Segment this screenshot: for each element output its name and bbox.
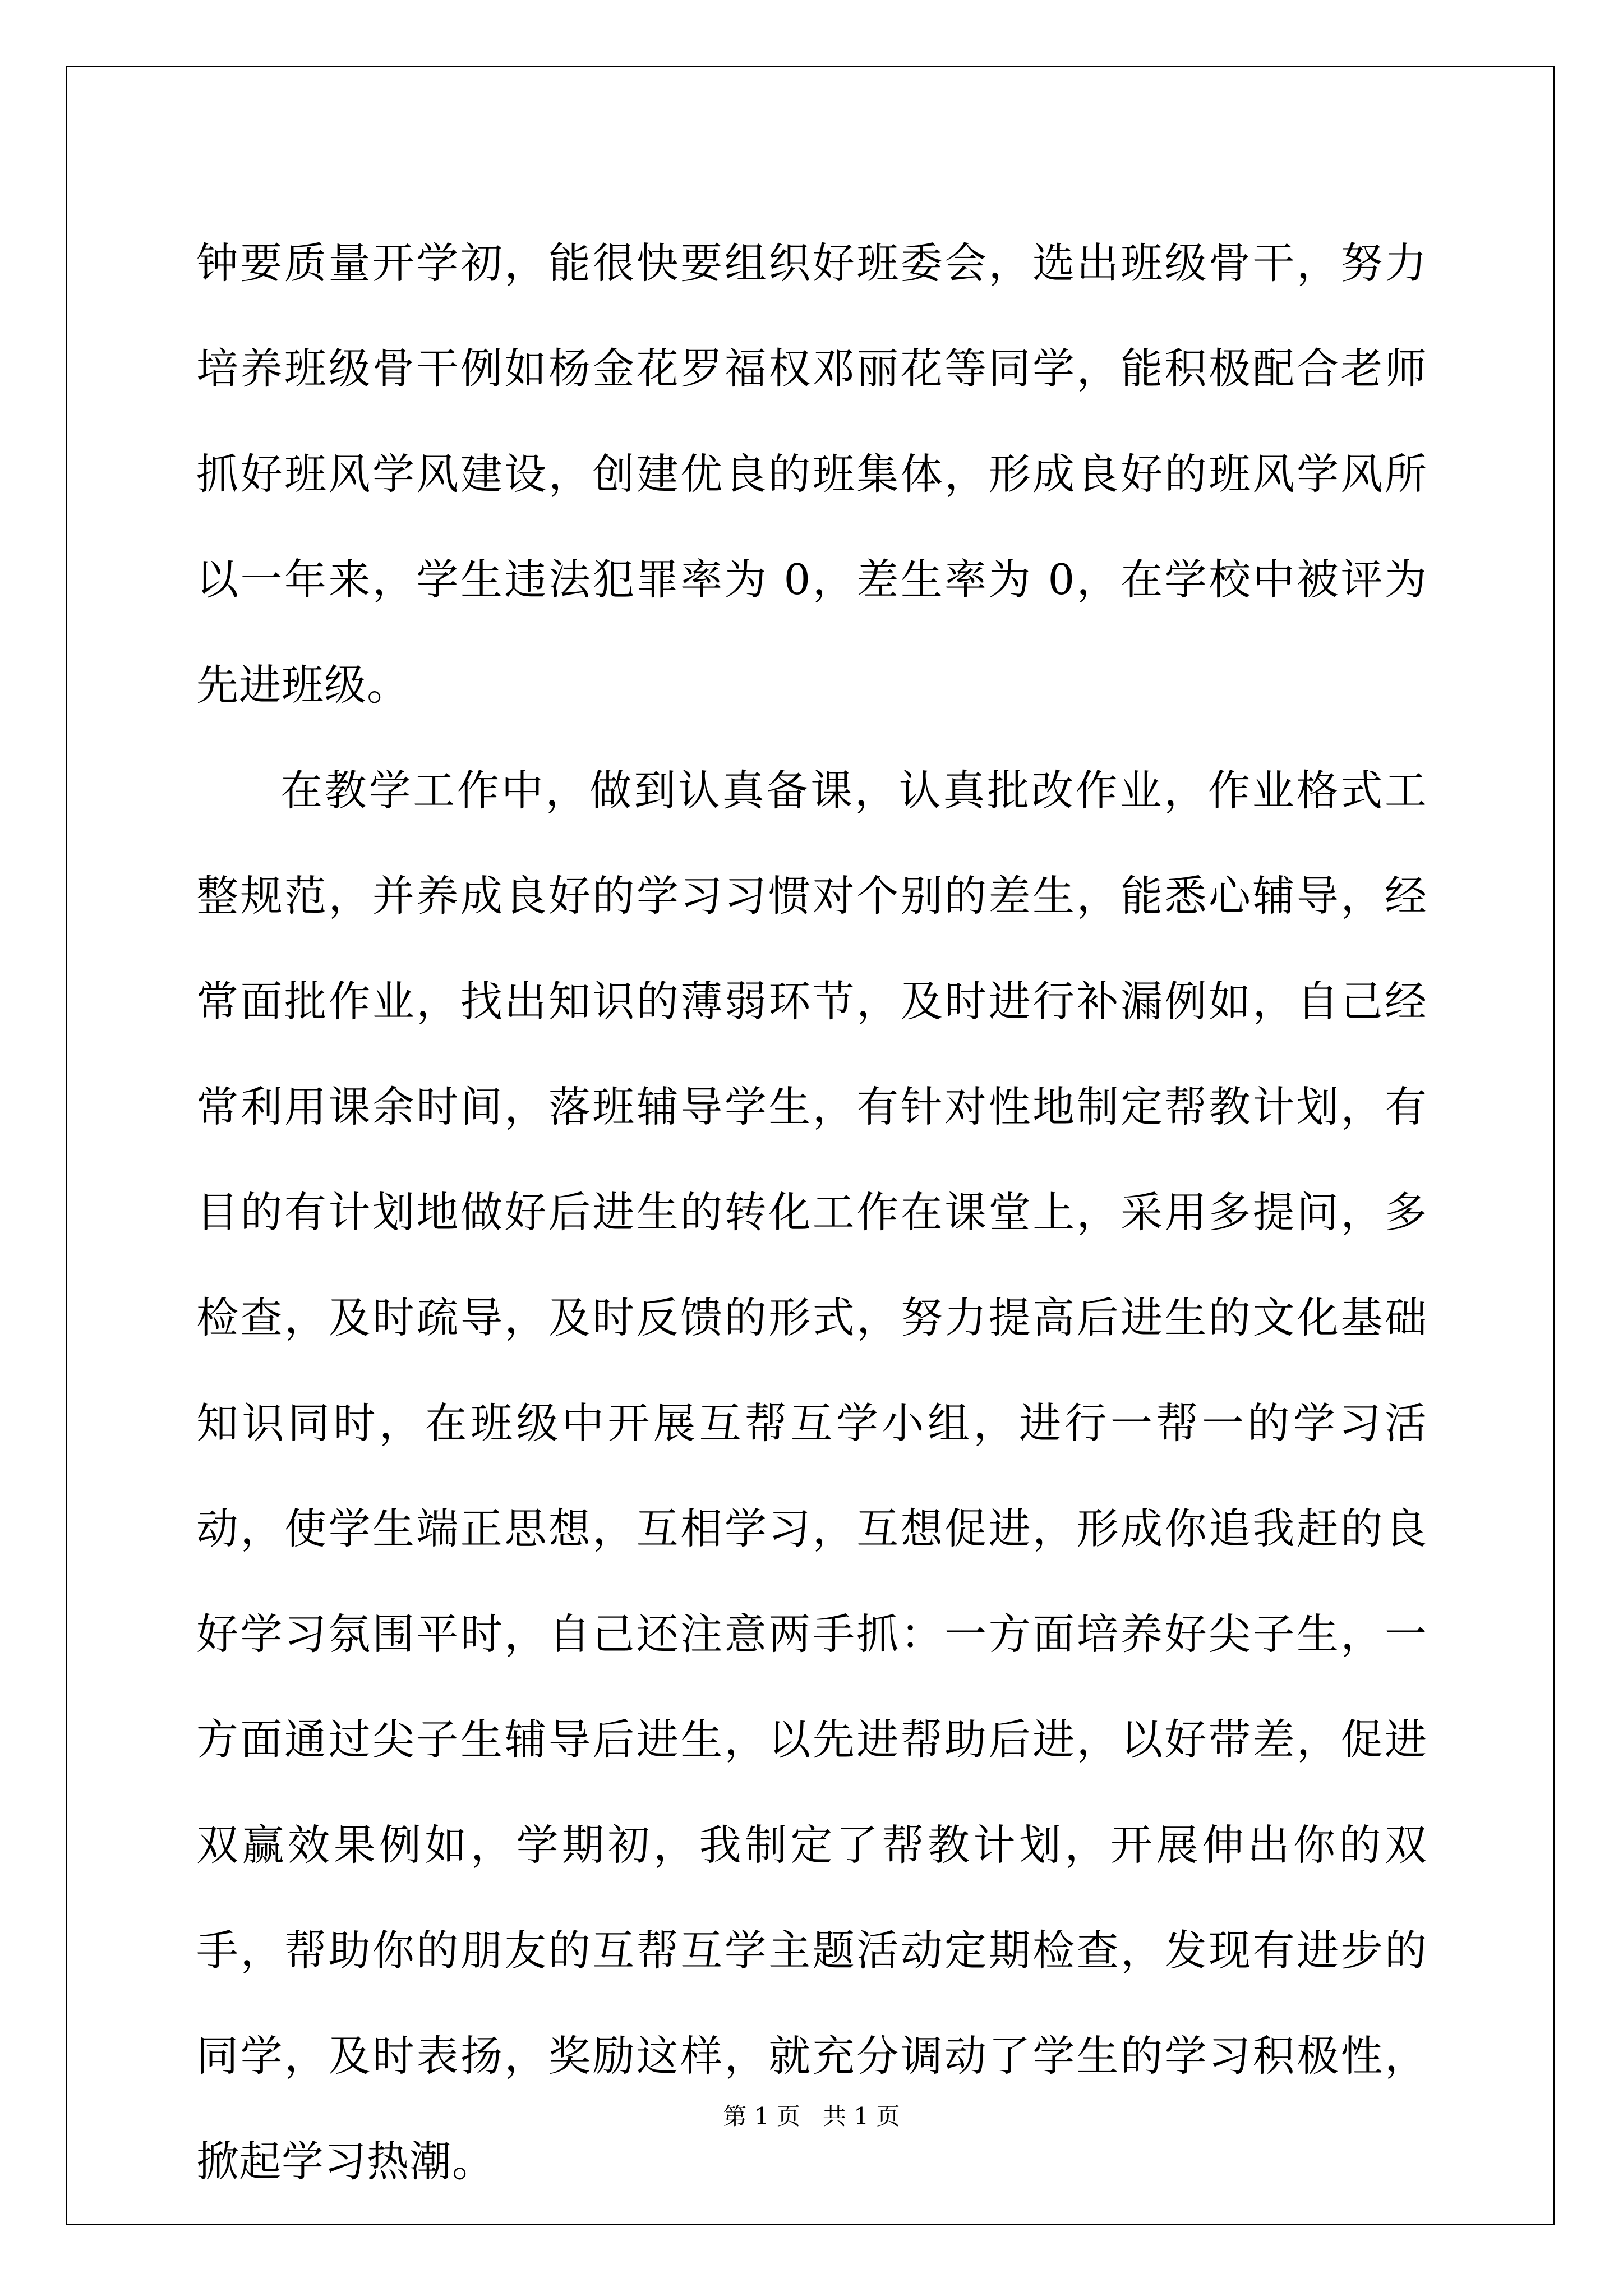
paragraph-1: 钟要质量开学初，能很快要组织好班委会，选出班级骨干，努力培养班级骨干例如杨金花罗福权邓丽花等同学，能积极配合老师抓好班风学风建设，创建优良的班集体，形成良好的班风学风所以一年来，学生违法犯罪率为 0，差生率为 0，在学校中被评为先进班级。: [196, 238, 1427, 710]
document-body: [196, 210, 1427, 2214]
page-number-footer: 第 1 页 共 1 页: [723, 2102, 900, 2130]
paragraph-2: 在教学工作中，做到认真备课，认真批改作业，作业格式工整规范，并养成良好的学习习惯对个别的差生，能悉心辅导，经常面批作业，找出知识的薄弱环节，及时进行补漏例如，自己经常利用课余时间，落班辅导学生，有针对性地制定帮教计划，有目的有计划地做好后进生的转化工作在课堂上，采用多提问，多检查，及时疏导，及时反馈的形式，努力提高后进生的文化基础知识同时，在班级中开展互帮互学小组，进行一帮一的学习活动，使学生端正思想，互相学习，互想促进，形成你追我赶的良好学习氛围平时，自己还注意两手抓：一方面培养好尖子生，一方面通过尖子生辅导后进生，以先进帮助后进，以好带差，促进双赢效果例如，学期初，我制定了帮教计划，开展伸出你的双手，帮助你的朋友的互帮互学主题活动定期检查，发现有进步的同学，及时表扬，奖励这样，就充分调动了学生的学习积极性，掀起学习热潮。: [196, 766, 1427, 2186]
